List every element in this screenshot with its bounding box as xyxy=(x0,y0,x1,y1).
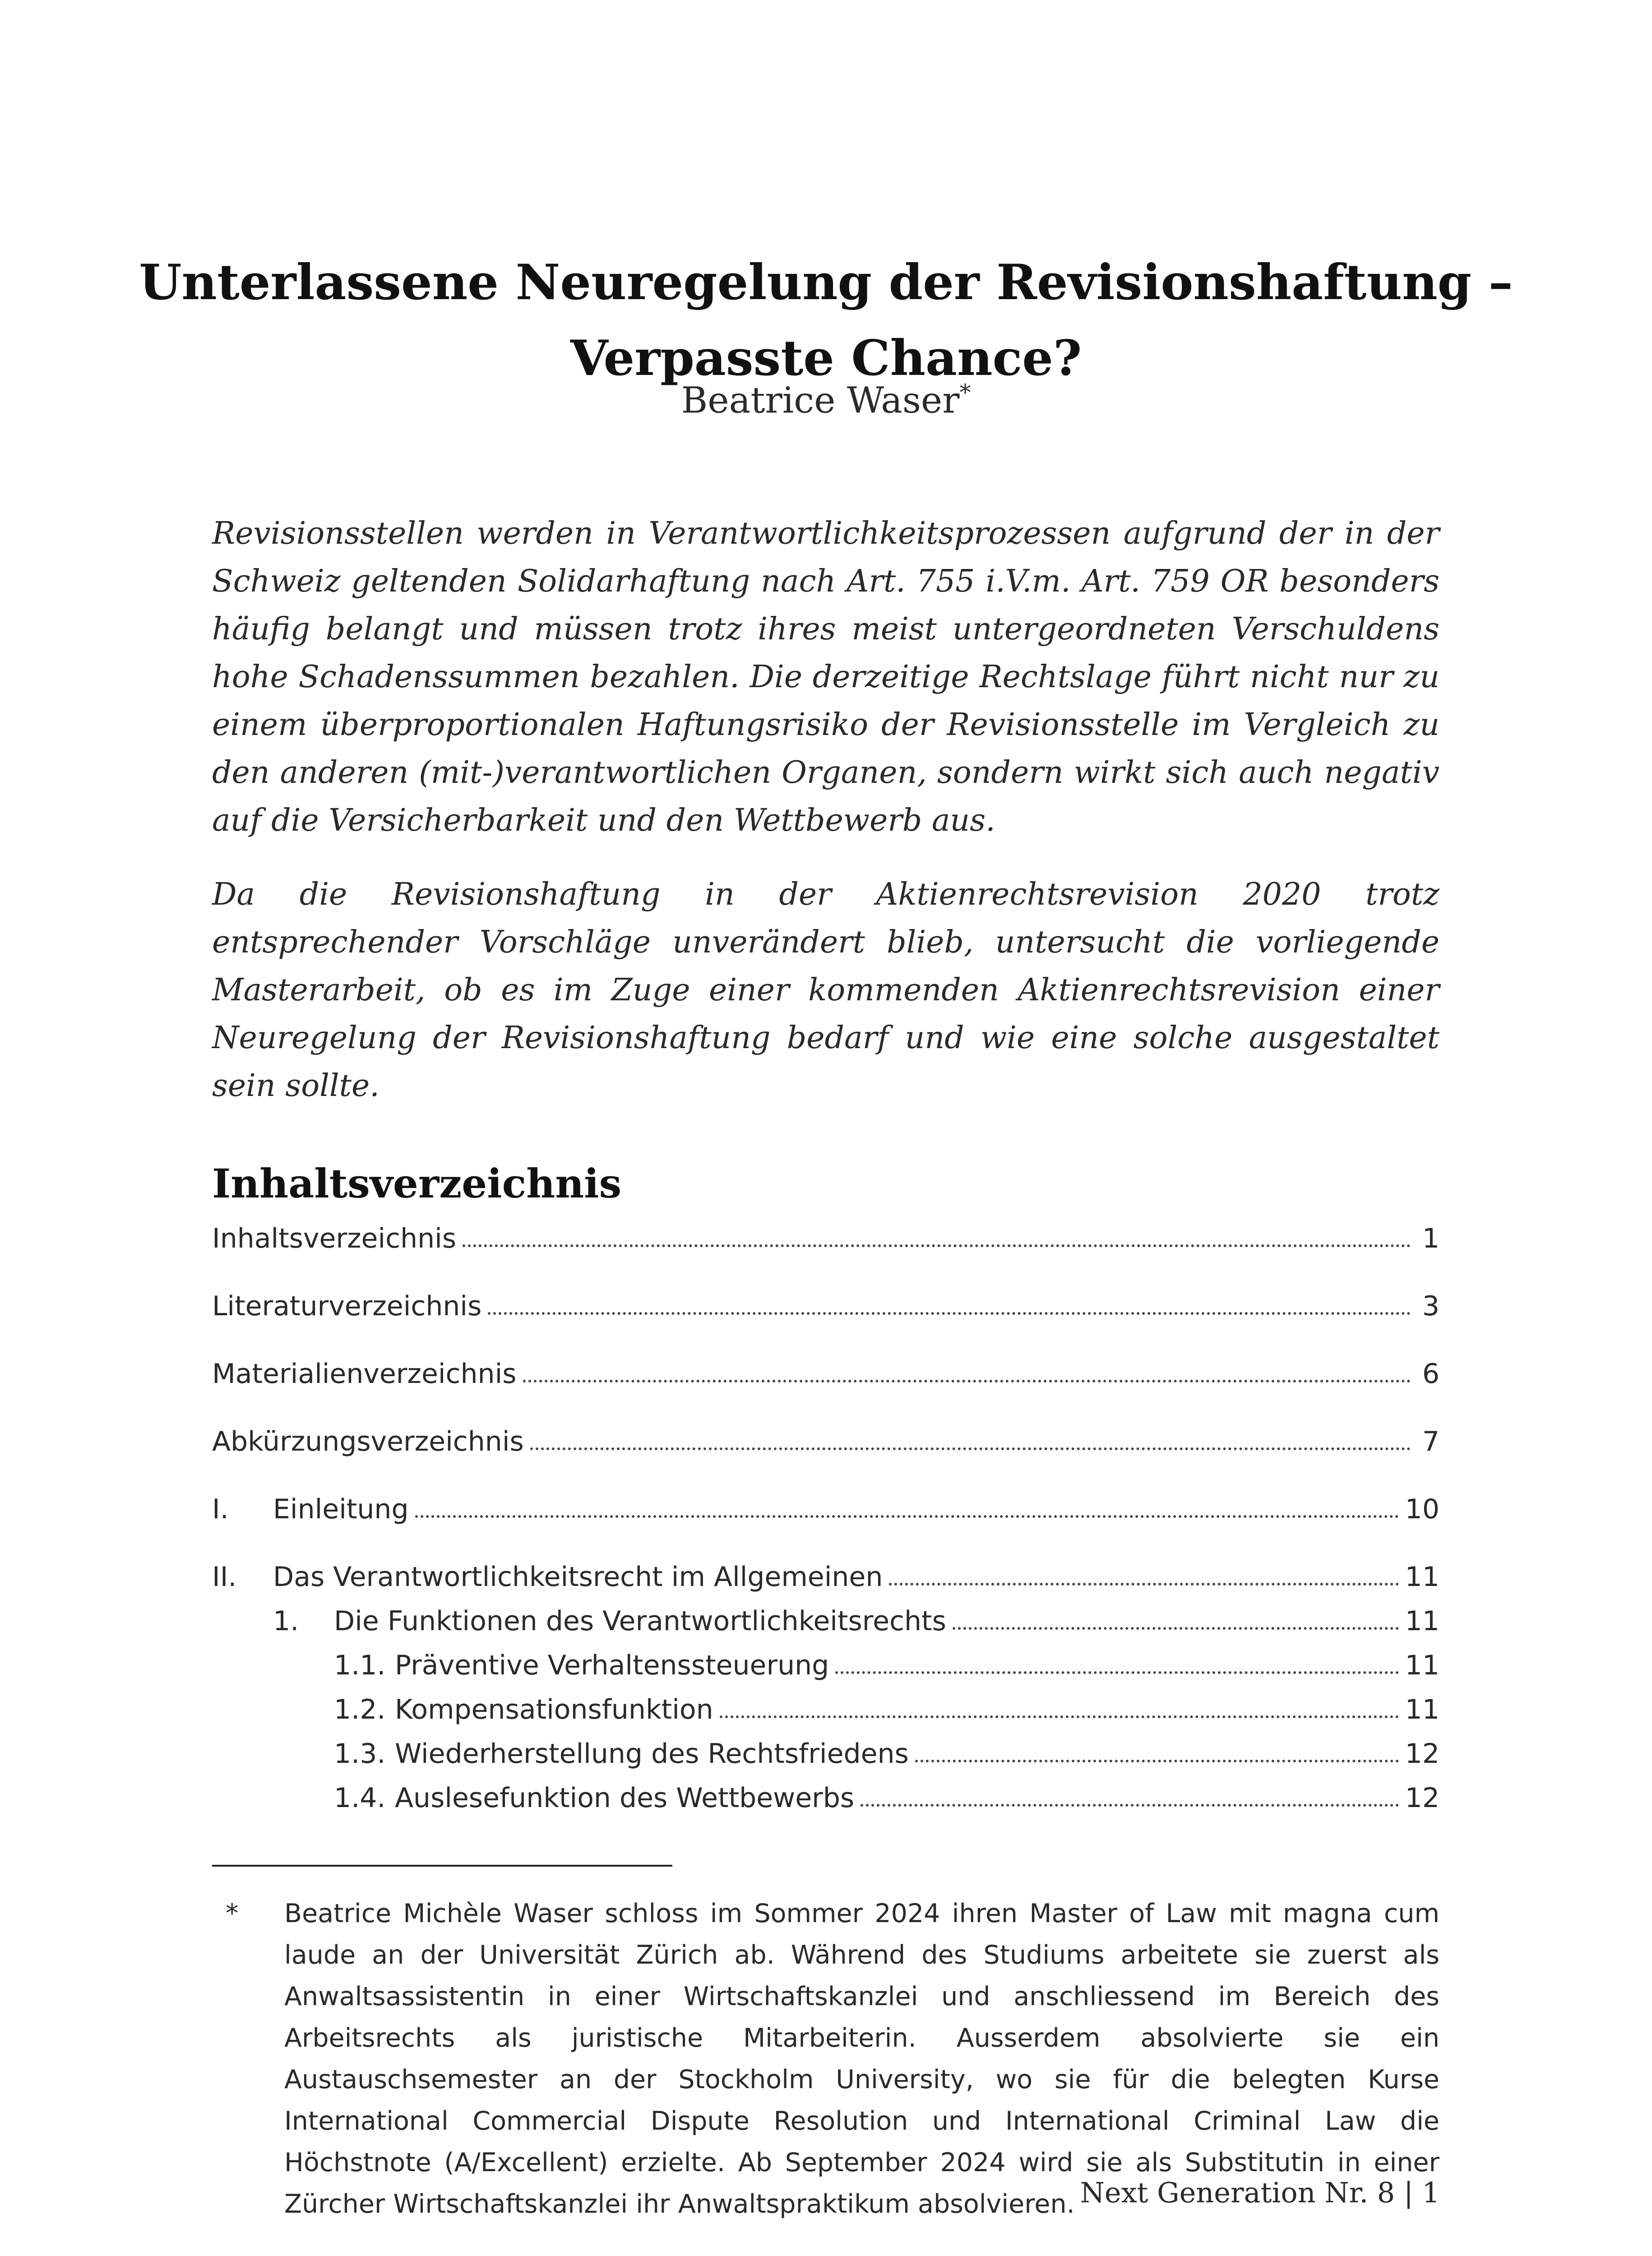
toc-entry-number: 1.4. xyxy=(334,1782,386,1814)
author-name: Beatrice Waser xyxy=(681,379,960,421)
toc-entry[interactable] xyxy=(212,1773,1439,1814)
abstract-text-1: Revisionsstellen werden in Verantwortlichkeitsprozessen aufgrund der in der Schweiz geltenden Solidarhaftung nach Art. 755 i.V.m. Art. 759 OR besonders häufig belangt und müssen trotz ihres meist untergeordneten Verschuldens hohe Schadenssummen bezahlen. Die derzeitige Rechtslage führt nicht nur zu einem überproportionalen Haftungsrisiko der Revisionsstelle im Vergleich zu den anderen (mit-)verantwortlichen Organen, sondern wirkt sich auch negativ auf die Versicherbarkeit und den Wettbewerb aus. xyxy=(212,516,1439,838)
toc-entry-number: 1.1. xyxy=(334,1650,386,1681)
page-footer: Next Generation Nr. 8 | 1 xyxy=(1080,2176,1440,2209)
toc-leader-dots xyxy=(720,1715,1399,1718)
toc-entry[interactable] xyxy=(212,1281,1439,1322)
toc-entry-label: Einleitung xyxy=(273,1493,409,1525)
toc-entry-label: Auslesefunktion des Wettbewerbs xyxy=(395,1782,855,1814)
toc-entry-number: 1.2. xyxy=(334,1694,386,1725)
toc-entry-number: 1.3. xyxy=(334,1738,386,1770)
toc-entry-number: I. xyxy=(212,1493,229,1525)
toc-entry-page: 1 xyxy=(1422,1223,1439,1254)
abstract-paragraph-2 xyxy=(212,871,1439,1110)
toc-entry[interactable] xyxy=(212,1685,1439,1725)
toc-entry-page: 12 xyxy=(1405,1782,1439,1814)
footnote-divider xyxy=(212,1865,672,1867)
toc-entry-number: II. xyxy=(212,1561,237,1593)
footnote-mark: * xyxy=(226,1899,239,1928)
toc-entry-page: 12 xyxy=(1405,1738,1439,1770)
toc-leader-dots xyxy=(861,1804,1399,1807)
toc-heading: Inhaltsverzeichnis xyxy=(212,1160,622,1207)
toc-entry-page: 6 xyxy=(1422,1358,1439,1390)
toc-leader-dots xyxy=(915,1760,1399,1762)
toc-entry-page: 11 xyxy=(1405,1694,1439,1725)
toc-leader-dots xyxy=(889,1583,1398,1586)
title-line-1: Unterlassene Neuregelung der Revisionshaftung – xyxy=(139,254,1513,311)
toc-entry-label: Kompensationsfunktion xyxy=(395,1694,713,1725)
author-footnote-mark: * xyxy=(959,379,971,406)
toc-leader-dots xyxy=(953,1627,1399,1630)
toc-entry-number: 1. xyxy=(273,1605,299,1637)
toc-entry-label: Das Verantwortlichkeitsrecht im Allgemeinen xyxy=(273,1561,883,1593)
toc-entry[interactable] xyxy=(212,1596,1439,1637)
footnote-text: Beatrice Michèle Waser schloss im Sommer 2024 ihren Master of Law mit magna cum laude an der Universität Zürich ab. Während des Studiums arbeitete sie zuerst als Anwaltsassistentin in einer Wirtschaftskanzlei und anschliessend im Bereich des Arbeitsrechts als juristische Mitarbeiterin. Ausserdem absolvierte sie ein Austauschsemester an der Stockholm University, wo sie für die belegten Kurse International Commercial Dispute Resolution und International Criminal Law die Höchstnote (A/Excellent) erzielte. Ab September 2024 wird sie als Substitutin in einer Zürcher Wirtschaftskanzlei ihr Anwaltspraktikum absolvieren. xyxy=(284,1899,1439,2219)
toc-entry-page: 10 xyxy=(1405,1493,1439,1525)
toc-leader-dots xyxy=(463,1244,1411,1247)
toc-entry-page: 7 xyxy=(1422,1426,1439,1457)
toc-entry-page: 11 xyxy=(1405,1650,1439,1681)
toc-entry[interactable] xyxy=(212,1552,1439,1593)
title-line-2: Verpasste Chance? xyxy=(570,330,1082,387)
toc-entry-label: Präventive Verhaltenssteuerung xyxy=(395,1650,829,1681)
toc-entry-page: 3 xyxy=(1422,1290,1439,1322)
toc-leader-dots xyxy=(488,1312,1411,1315)
toc-entry-page: 11 xyxy=(1405,1561,1439,1593)
toc-leader-dots xyxy=(530,1447,1411,1450)
author-line xyxy=(135,368,1517,425)
toc-entry-label: Materialienverzeichnis xyxy=(212,1358,517,1390)
toc-entry-label: Wiederherstellung des Rechtsfriedens xyxy=(395,1738,909,1770)
toc-leader-dots xyxy=(835,1671,1398,1674)
toc-entry-page: 11 xyxy=(1405,1605,1439,1637)
toc-entry[interactable] xyxy=(212,1484,1439,1525)
toc-entry[interactable] xyxy=(212,1417,1439,1457)
toc-entry[interactable] xyxy=(212,1214,1439,1254)
toc-entry[interactable] xyxy=(212,1641,1439,1681)
toc-entry-label: Abkürzungsverzeichnis xyxy=(212,1426,524,1457)
abstract-text-2: Da die Revisionshaftung in der Aktienrechtsrevision 2020 trotz entsprechender Vorschläge unverändert blieb, untersucht die vorliegende Masterarbeit, ob es im Zuge einer kommenden Aktienrechtsrevision einer Neuregelung der Revisionshaftung bedarf und wie eine solche ausgestaltet sein sollte. xyxy=(212,877,1439,1104)
toc-entry[interactable] xyxy=(212,1349,1439,1390)
abstract-paragraph-1 xyxy=(212,510,1439,845)
toc-entry-label: Inhaltsverzeichnis xyxy=(212,1223,457,1254)
toc-entry-label: Literaturverzeichnis xyxy=(212,1290,482,1322)
toc-leader-dots xyxy=(415,1515,1399,1518)
toc-entry[interactable] xyxy=(212,1729,1439,1770)
toc-entry-label: Die Funktionen des Verantwortlichkeitsrechts xyxy=(334,1605,946,1637)
toc-leader-dots xyxy=(523,1380,1411,1382)
